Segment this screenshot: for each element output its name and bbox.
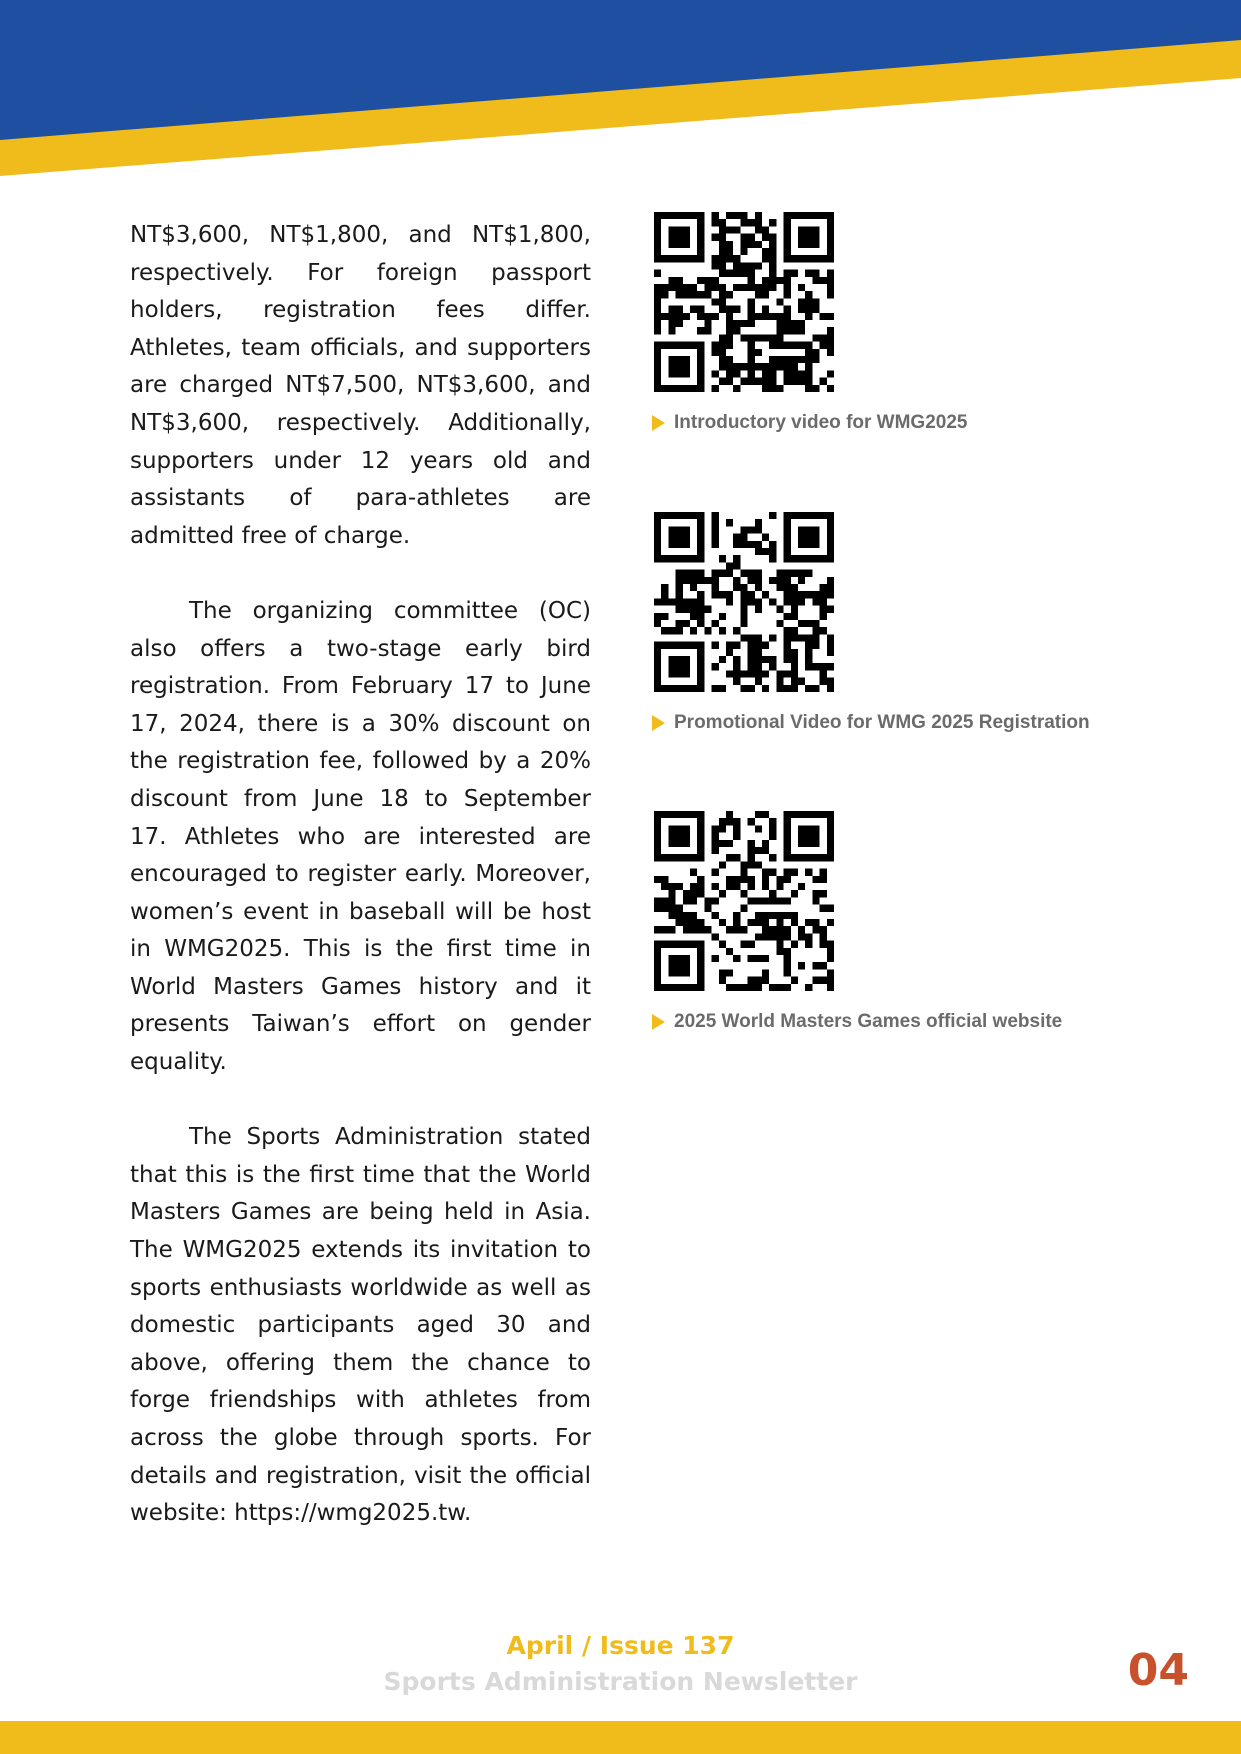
article-paragraph: The organizing committee (OC) also offers a two-stage early bird registration. From February 17 to June 17, 2024, there is a 30% discount on the registration fee, followed by a 20% discount from June 18 to September 17. Athletes who are interested are encouraged to register early. Moreover, women’s event in baseball will be host in WMG2025. This is the first time in World Masters Games history and it presents Taiwan’s effort on gender equality. — [130, 597, 591, 1076]
header-banner — [0, 0, 1241, 190]
footer-bar — [0, 1721, 1241, 1754]
article-paragraph: NT$3,600, NT$1,800, and NT$1,800, respectively. For foreign passport holders, registration fees differ. Athletes, team officials, and supporters are charged NT$7,500, NT$3,600, and NT$3,600, respectively. Additionally, supporters under 12 years old and assistants of para-athletes are admitted free of charge. — [130, 222, 591, 549]
qr-caption — [652, 712, 1090, 734]
qr-code-icon[interactable] — [654, 212, 834, 392]
article-paragraph: The Sports Administration stated that this is the first time that the World Masters Games are being held in Asia. The WMG2025 extends its invitation to sports enthusiasts worldwide as well as domestic participants aged 30 and above, offering them the chance to forge friendships with athletes from across the globe through sports. For details and registration, visit the official website: https://wmg2025.tw. — [130, 1124, 591, 1527]
newsletter-title: Sports Administration Newsletter — [383, 1667, 858, 1696]
qr-caption — [652, 412, 967, 434]
issue-label: April / Issue 137 — [506, 1631, 735, 1660]
qr-caption-text: Promotional Video for WMG 2025 Registration — [674, 712, 1090, 733]
footer — [0, 1628, 1241, 1700]
article-body — [130, 217, 591, 1570]
play-triangle-icon — [652, 415, 665, 431]
qr-caption-text: Introductory video for WMG2025 — [674, 412, 968, 433]
play-triangle-icon — [652, 715, 665, 731]
qr-block-registration-video — [652, 512, 1090, 734]
qr-caption — [652, 1011, 1062, 1033]
page-number: 04 — [1127, 1645, 1189, 1696]
qr-code-icon[interactable] — [654, 512, 834, 692]
qr-code-icon[interactable] — [654, 811, 834, 991]
play-triangle-icon — [652, 1014, 665, 1030]
qr-block-official-website — [652, 811, 1062, 1033]
qr-caption-text: 2025 World Masters Games official website — [674, 1011, 1063, 1032]
qr-block-intro-video — [652, 212, 967, 434]
